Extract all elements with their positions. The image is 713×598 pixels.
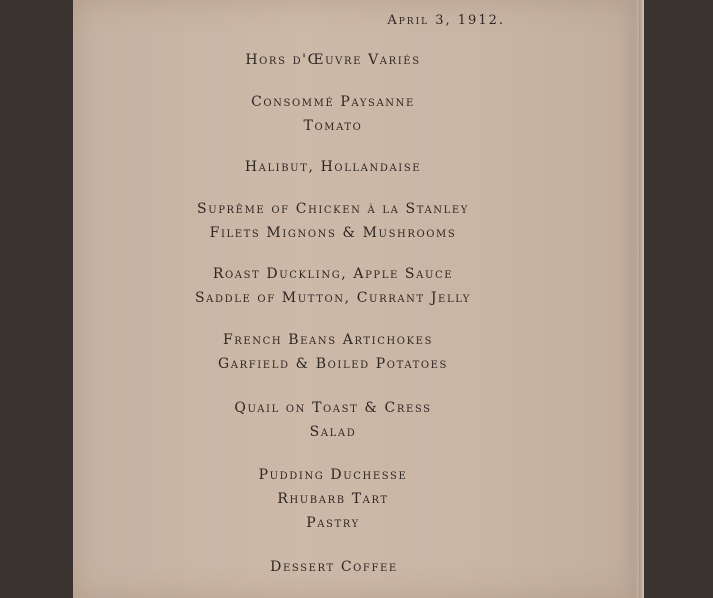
course-finale (73, 555, 593, 579)
menu-line: Garfield & Boiled Potatoes (217, 356, 449, 372)
menu-line: Quail on Toast & Cress (234, 400, 432, 416)
menu-line: Hors d'Œuvre Variés (245, 52, 421, 68)
menu-line: Pastry (306, 515, 360, 531)
menu-line: Halibut, Hollandaise (244, 159, 422, 175)
course-soups (73, 90, 593, 138)
course-fish (73, 155, 593, 179)
menu-line: Roast Duckling, Apple Sauce (212, 266, 454, 282)
course-hors-doeuvre (73, 48, 593, 72)
menu-text (73, 0, 639, 598)
menu-line: Tomato (303, 118, 363, 134)
course-game (73, 396, 593, 444)
vegetables-pair (159, 328, 497, 352)
finale-pair (253, 555, 415, 579)
menu-line-right: Coffee (340, 559, 398, 575)
menu-date: April 3, 1912. (387, 13, 505, 28)
menu-line: Salad (309, 424, 357, 440)
menu-line: Consommé Paysanne (251, 94, 415, 110)
menu-line: Rhubarb Tart (277, 491, 389, 507)
menu-line-left: French Beans (222, 332, 337, 348)
menu-line: Pudding Duchesse (258, 467, 408, 483)
course-sweets (73, 463, 593, 535)
menu-line: Suprême of Chicken à la Stanley (197, 201, 469, 217)
menu-line: Saddle of Mutton, Currant Jelly (194, 290, 471, 306)
menu-line-left: Dessert (270, 559, 335, 575)
course-entrees (73, 197, 593, 245)
menu-line-right: Artichokes (342, 332, 434, 348)
course-vegetables (73, 328, 593, 376)
course-roasts (73, 262, 593, 310)
menu-line: Filets Mignons & Mushrooms (209, 225, 457, 241)
